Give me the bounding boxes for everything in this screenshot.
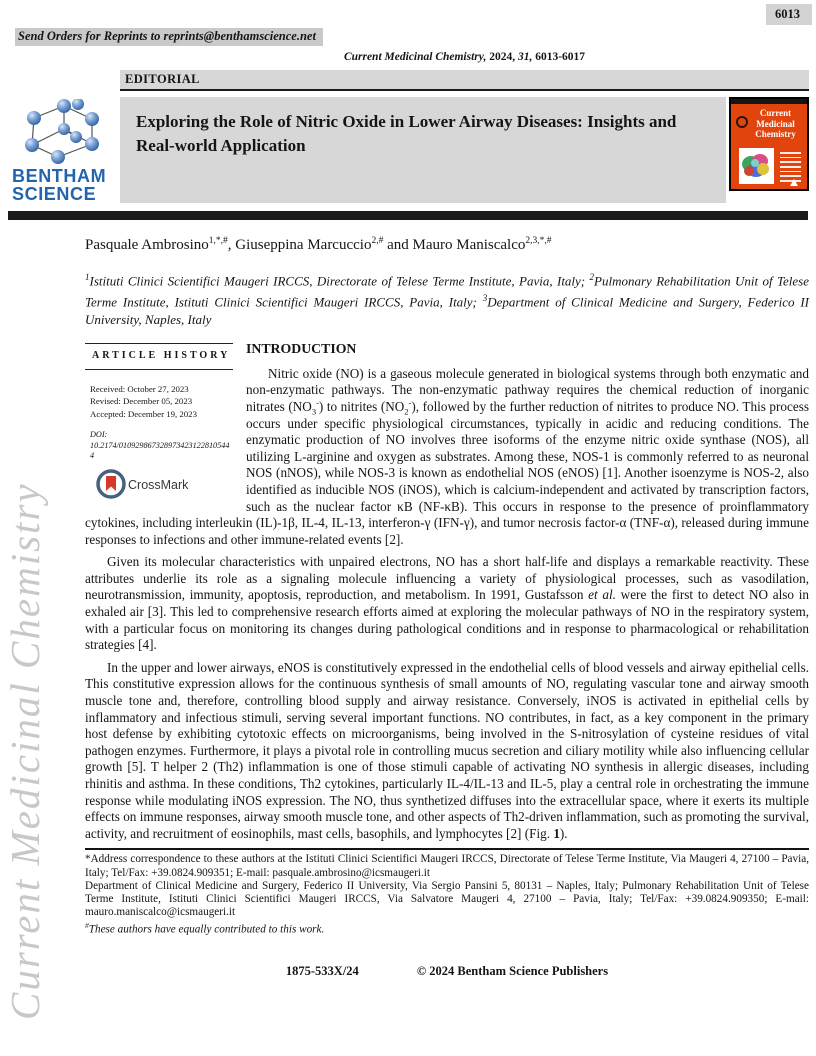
doi-label: DOI: (90, 430, 108, 440)
reprint-notice-row (0, 0, 816, 46)
paragraph-3-text: In the upper and lower airways, eNOS is constitutively expressed in the endothelial cells of blood vessels and airway epithelial cells. This constitutive expression allows for the continuous synthesis of small amounts of NO, regulating vascular tone and airway smooth muscle tone and, therefore, controlling blood supply and airway resistance. Conversely, iNOS is activated in epithelial cells by inflammatory and infectious stimuli, serving several important functions. NO contributes, in fact, as a key component in the primary host defense by exhibiting cytotoxic effects on microorganisms, being involved in the S-nitrosylation of cysteine residues of vital pathogen enzymes. Furthermore, it plays a pivotal role in controlling mucus secretion and ciliary motility while also influencing cellular growth [5]. T helper 2 (Th2) inflammation is one of those stimuli capable of activating NO synthesis in allergic diseases, including rhinitis and asthma. In these conditions, Th2 cytokines, particularly IL-4/IL-13 and IL-5, play a central role in orchestrating the immune response while modulating iNOS expression. The NO, thus synthetized diffuses into the extracellular space, where it exerts its multiple effects on immune responses, airway smooth muscle tone, and other aspects of Th2-driven inflammation, such as promoting the survival, activity, and recruitment of eosinophils, mast cells, basophils, and lymphocytes [2] (Fig. (85, 659, 809, 841)
author-line (85, 236, 809, 254)
vertical-journal-name: Current Medicinal Chemistry (2, 482, 48, 1020)
introduction-heading: INTRODUCTION (246, 341, 357, 357)
citation-journal-name: Current Medicinal Chemistry, (343, 51, 487, 63)
copyright-notice: © 2024 Bentham Science Publishers (416, 964, 609, 979)
paragraph-2-text: were the first to detect NO also in exhaled air [3]. This led to comprehensive research efforts aimed at exploring the molecular pathways of NO in the respiratory system, with a particular focus on monitoring its changes during pathological conditions and in response to pharmacological or rehabilitation strategies [4]. (85, 587, 809, 653)
accepted-date: Accepted: December 19, 2023 (90, 408, 197, 419)
affiliation-2: Pulmonary Rehabilitation Unit of Telese Terme Institute, Istituti Clinici Scientifici Maugeri IRCCS, Pavia, Italy; (85, 273, 809, 310)
article-body (85, 341, 809, 842)
author-3-superscript: 2,3,*,# (525, 236, 552, 246)
paragraph-1-text: Nitric oxide (NO) is a gaseous molecule generated in biological systems through both enzymatic and non-enzymatic pathways. The non-enzymatic pathway requires the chemical reduction of inorganic nitrates (NO (246, 365, 809, 414)
nitrite-subscript: 2 (404, 406, 409, 417)
header-divider-bar (8, 211, 808, 220)
revised-date: Revised: December 05, 2023 (90, 396, 193, 407)
publisher-name-line1: BENTHAM (12, 166, 107, 186)
crossmark-label-text: CrossMark (128, 477, 189, 492)
doi-block (85, 430, 233, 462)
page-footer (85, 964, 809, 979)
cover-top-strip (731, 99, 807, 104)
citation-pages: 6013-6017 (532, 51, 586, 63)
et-al-italic: et al. (588, 587, 616, 603)
correspondence-footnotes (85, 853, 809, 937)
crossmark-icon (95, 467, 207, 501)
cover-title-line3: Chemistry (755, 129, 796, 139)
author-1: Pasquale Ambrosino (85, 237, 209, 253)
paragraph-2 (85, 554, 809, 654)
journal-citation (120, 51, 809, 63)
journal-cover-thumbnail (729, 97, 809, 191)
article-history-heading: ARTICLE HISTORY (92, 350, 231, 362)
title-box (120, 97, 726, 203)
paragraph-1-text: ) to nitrites (NO (318, 398, 405, 414)
cover-publisher-mark-icon (790, 179, 798, 186)
author-separator-1: , (227, 237, 236, 253)
equal-contribution-text: These authors have equally contributed to this work. (88, 924, 325, 937)
crossmark-badge (95, 467, 233, 501)
article-title: Exploring the Role of Nitric Oxide in Lower Airway Diseases: Insights and Real-world Application (136, 112, 677, 155)
citation-volume: 31, (517, 51, 533, 63)
reprint-notice: Send Orders for Reprints to reprints@benthamscience.net (15, 28, 323, 46)
section-label-bar (120, 70, 809, 91)
doi-value: 10.2174/0109298673289734231228105444 (90, 440, 230, 461)
author-1-superscript: 1,*,# (208, 236, 228, 246)
author-3: Mauro Maniscalco (412, 237, 526, 253)
cover-title-line2: Medicinal (756, 118, 795, 129)
paragraph-3 (85, 660, 809, 843)
bentham-logo (12, 97, 118, 203)
history-rule-bottom (85, 369, 233, 370)
author-separator-2: and (383, 237, 413, 253)
equal-contribution-note (85, 919, 809, 937)
article-history-box (85, 343, 233, 501)
cover-title-line1: Current (759, 108, 792, 118)
page-number: 6013 (766, 4, 812, 25)
affiliation-3-marker: 3 (482, 292, 488, 303)
nitrate-subscript: 3 (311, 406, 317, 417)
author-2: Giuseppina Marcuccio (235, 237, 372, 253)
cover-journal-title (747, 108, 804, 140)
article-header (12, 97, 809, 203)
footnote-separator (85, 848, 809, 850)
received-date: Received: October 27, 2023 (90, 383, 189, 394)
correspondence-note-2: Department of Clinical Medicine and Surgery, Federico II University, Via Sergio Pansini 5, 80131 – Naples, Italy; Pulmonary Rehabilitation Unit of Telese Terme Institute, Istituti Clinici Scientifici Maugeri IRCCS, Via Salvatore Maugeri 4, 27100 – Pavia, Italy; Tel/Fax: +39.0824.909350; E-mail: mauro.maniscalco@icsmaugeri.it (85, 879, 809, 919)
cover-protein-image (739, 148, 774, 184)
nitrite-superscript: - (408, 397, 412, 408)
affiliation-2-marker: 2 (589, 272, 595, 282)
citation-year: 2024, (486, 51, 518, 63)
affiliation-1: Istituti Clinici Scientifici Maugeri IRCCS, Directorate of Telese Terme Institute, Pavia, Italy; (89, 273, 590, 289)
paragraph-2-text: Given its molecular characteristics with unpaired electrons, NO has a short half-life and displays a remarkable reactivity. These attributes underlie its role as a signaling molecule influencing a variety of physiological processes, such as vasodilation, neurotransmission, immunity, apoptosis, reproduction, and metabolism. In 1991, Gustafsson (85, 554, 809, 603)
affiliations (85, 269, 809, 328)
publisher-name-line2: SCIENCE (12, 184, 97, 204)
publisher-name (12, 167, 106, 203)
issn-code: 1875-533X/24 (285, 964, 359, 979)
section-label: EDITORIAL (125, 72, 200, 86)
author-2-superscript: 2,# (371, 236, 384, 246)
cover-emblem-icon (736, 116, 748, 128)
paragraph-1-text: ), followed by the further reduction of nitrites to produce NO. This process occurs under specific physiological circumstances, typically in acidic and reducing conditions. The enzymatic production of NO involves three isoforms of the enzyme nitric oxide synthase (NOS), all utilizing L-arginine and oxygen as substrates. Among these, NOS-1 is commonly referred to as neuronal NOS (nNOS), while NOS-3 is known as endothelial NOS (eNOS) [1]. Another isoenzyme is NOS-2, also identified as inducible NOS (iNOS), which is calcium-independent and activated by transcription factors, such as the nuclear factor κB (NF-κB). This occurs in response to the presence of proinflammatory cytokines, including interleukin (IL)-1β, IL-4, IL-13, interferon-γ (IFN-γ), and tumor necrosis factor-α (TNF-α), released during immune responses to infections and other immune-related events [2]. (85, 398, 809, 547)
molecule-icon (16, 99, 112, 165)
affiliation-1-marker: 1 (85, 272, 90, 282)
correspondence-note-1: *Address correspondence to these authors at the Istituti Clinici Scientifici Maugeri IRCCS, Directorate of Telese Terme Institute, Via Maugeri 4, 27100 – Pavia, Italy; Tel/Fax: +39.0824.909351; E-mail: pasquale.ambrosino@icsmaugeri.it (85, 853, 809, 879)
history-dates (85, 383, 233, 421)
protein-blob-icon (739, 148, 774, 184)
affiliation-3: Department of Clinical Medicine and Surgery, Federico II University, Naples, Italy (85, 294, 809, 327)
figure-reference-number: 1 (553, 825, 560, 841)
equal-contribution-marker: # (85, 921, 89, 931)
nitrate-superscript: - (316, 397, 319, 408)
paragraph-3-text: ). (559, 825, 568, 841)
